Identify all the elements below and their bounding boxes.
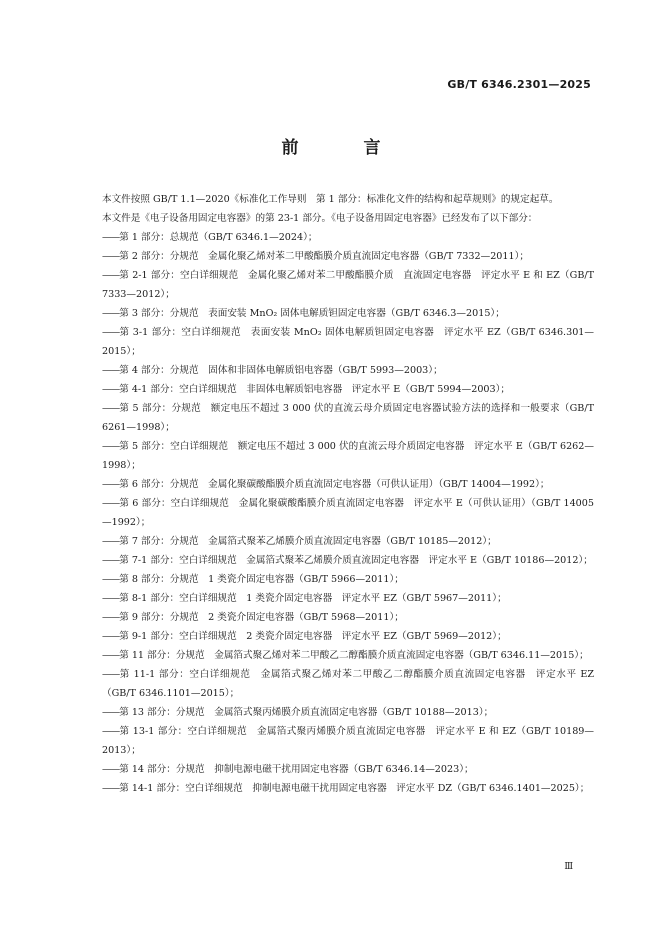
standard-code: GB/T 6346.2301—2025 xyxy=(447,78,591,91)
list-item xyxy=(82,779,594,798)
document-body xyxy=(82,190,594,798)
dash-marker: —— xyxy=(102,707,120,718)
list-item xyxy=(82,760,594,779)
list-item-text: 第 3-1 部分：空白详细规范 表面安装 MnO₂ 固体电解质钽固定电容器 评定水平 EZ（GB/T 6346.301—2015）； xyxy=(102,327,594,357)
list-item-text: 第 4 部分：分规范 固体和非固体电解质铝电容器（GB/T 5993—2003）； xyxy=(119,365,443,376)
paragraph: 本文件按照 GB/T 1.1—2020《标准化工作导则 第 1 部分：标准化文件的结构和起草规则》的规定起草。 xyxy=(102,194,559,205)
dash-marker: —— xyxy=(102,251,120,262)
list-item-text: 第 8 部分：分规范 1 类瓷介固定电容器（GB/T 5966—2011）； xyxy=(119,574,404,585)
list-item xyxy=(82,380,594,399)
list-item xyxy=(82,399,594,437)
dash-marker: —— xyxy=(102,498,120,509)
list-item-text: 第 7-1 部分：空白详细规范 金属箔式聚苯乙烯膜介质直流固定电容器 评定水平 E（GB/T 10186—2012）； xyxy=(119,555,593,566)
list-item-text: 第 13-1 部分：空白详细规范 金属箔式聚丙烯膜介质直流固定电容器 评定水平 E 和 EZ（GB/T 10189—2013）； xyxy=(102,726,594,756)
list-item-text: 第 9 部分：分规范 2 类瓷介固定电容器（GB/T 5968—2011）； xyxy=(119,612,404,623)
dash-marker: —— xyxy=(102,308,120,319)
list-item-text: 第 2-1 部分：空白详细规范 金属化聚乙烯对苯二甲酸酯膜介质 直流固定电容器 评定水平 E 和 EZ（GB/T 7333—2012）； xyxy=(102,270,594,300)
list-item xyxy=(82,570,594,589)
list-item xyxy=(82,608,594,627)
list-item-text: 第 5 部分：空白详细规范 额定电压不超过 3 000 伏的直流云母介质固定电容器 评定水平 E（GB/T 6262—1998）； xyxy=(102,441,594,471)
list-item xyxy=(82,646,594,665)
dash-marker: —— xyxy=(102,365,120,376)
page-title: 前 言 xyxy=(281,138,405,158)
list-item-text: 第 9-1 部分：空白详细规范 2 类瓷介固定电容器 评定水平 EZ（GB/T 5969—2012）； xyxy=(119,631,507,642)
dash-marker: —— xyxy=(102,327,120,338)
list-item xyxy=(82,247,594,266)
list-item xyxy=(82,228,594,247)
list-item-text: 第 4-1 部分：空白详细规范 非固体电解质铝电容器 评定水平 E（GB/T 5994—2003）； xyxy=(119,384,511,395)
list-item-text: 第 11-1 部分：空白详细规范 金属箔式聚乙烯对苯二甲酸乙二醇酯膜介质直流固定电容器 评定水平 EZ（GB/T 6346.1101—2015）； xyxy=(102,669,594,699)
dash-marker: —— xyxy=(102,612,120,623)
list-item-text: 第 7 部分：分规范 金属箔式聚苯乙烯膜介质直流固定电容器（GB/T 10185—2012）； xyxy=(119,536,497,547)
list-item-text: 第 3 部分：分规范 表面安装 MnO₂ 固体电解质钽固定电容器（GB/T 6346.3—2015）； xyxy=(119,308,505,319)
list-item xyxy=(82,665,594,703)
dash-marker: —— xyxy=(102,536,120,547)
list-item-text: 第 11 部分：分规范 金属箔式聚乙烯对苯二甲酸乙二醇酯膜介质直流固定电容器（GB/T 6346.11—2015）； xyxy=(119,650,589,661)
list-item-text: 第 1 部分：总规范（GB/T 6346.1—2024）； xyxy=(119,232,318,243)
dash-marker: —— xyxy=(102,783,120,794)
list-item xyxy=(82,627,594,646)
list-item xyxy=(82,532,594,551)
list-item-text: 第 2 部分：分规范 金属化聚乙烯对苯二甲酸酯膜介质直流固定电容器（GB/T 7332—2011）； xyxy=(119,251,530,262)
dash-marker: —— xyxy=(102,574,120,585)
list-item xyxy=(82,722,594,760)
list-item-text: 第 8-1 部分：空白详细规范 1 类瓷介固定电容器 评定水平 EZ（GB/T 5967—2011）； xyxy=(119,593,507,604)
list-item-text: 第 5 部分：分规范 额定电压不超过 3 000 伏的直流云母介质固定电容器试验方法的选择和一般要求（GB/T 6261—1998）； xyxy=(102,403,594,433)
list-item xyxy=(82,703,594,722)
parts-list xyxy=(82,228,594,798)
dash-marker: —— xyxy=(102,593,120,604)
list-item-text: 第 6 部分：空白详细规范 金属化聚碳酸酯膜介质直流固定电容器 评定水平 E（可供认证用）（GB/T 14005—1992）； xyxy=(102,498,594,528)
list-item xyxy=(82,551,594,570)
dash-marker: —— xyxy=(102,403,120,414)
page-number: Ⅲ xyxy=(564,862,573,872)
list-item xyxy=(82,589,594,608)
dash-marker: —— xyxy=(102,270,120,281)
list-item xyxy=(82,494,594,532)
dash-marker: —— xyxy=(102,650,120,661)
list-item-text: 第 13 部分：分规范 金属箔式聚丙烯膜介质直流固定电容器（GB/T 10188—2013）； xyxy=(119,707,494,718)
list-item xyxy=(82,323,594,361)
dash-marker: —— xyxy=(102,669,120,680)
dash-marker: —— xyxy=(102,764,120,775)
dash-marker: —— xyxy=(102,555,120,566)
list-item xyxy=(82,266,594,304)
dash-marker: —— xyxy=(102,441,120,452)
list-item-text: 第 6 部分：分规范 金属化聚碳酸酯膜介质直流固定电容器（可供认证用）（GB/T 14004—1992）； xyxy=(119,479,550,490)
dash-marker: —— xyxy=(102,631,120,642)
list-item xyxy=(82,304,594,323)
dash-marker: —— xyxy=(102,232,120,243)
dash-marker: —— xyxy=(102,479,120,490)
list-item xyxy=(82,475,594,494)
dash-marker: —— xyxy=(102,384,120,395)
list-item xyxy=(82,361,594,380)
paragraph: 本文件是《电子设备用固定电容器》的第 23-1 部分。《电子设备用固定电容器》已经发布了以下部分： xyxy=(102,213,538,224)
dash-marker: —— xyxy=(102,726,120,737)
list-item xyxy=(82,437,594,475)
list-item-text: 第 14-1 部分：空白详细规范 抑制电源电磁干扰用固定电容器 评定水平 DZ（GB/T 6346.1401—2025）； xyxy=(119,783,590,794)
list-item-text: 第 14 部分：分规范 抑制电源电磁干扰用固定电容器（GB/T 6346.14—2023）； xyxy=(119,764,474,775)
